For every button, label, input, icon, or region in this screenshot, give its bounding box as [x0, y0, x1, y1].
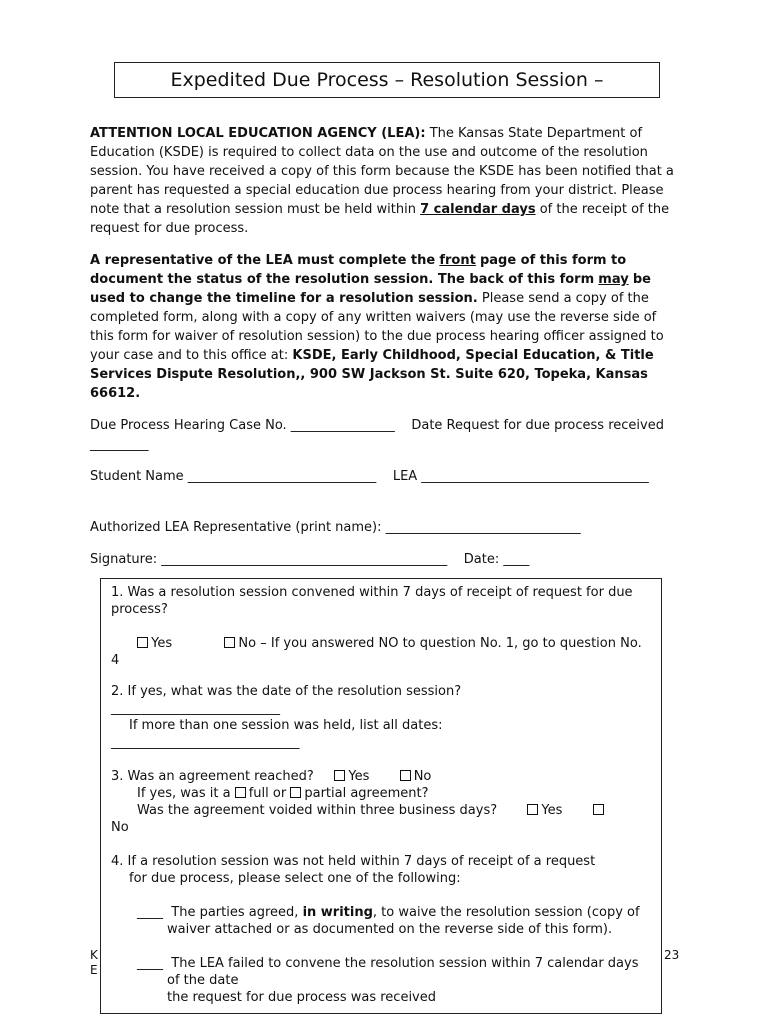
q1-yes-checkbox[interactable]: [137, 637, 148, 648]
q3-yes-label: Yes: [348, 769, 370, 784]
instructions-text: Please send a copy of the completed form, along with a copy of any written waivers (may use the reverse side of this form for waiver of resolution session) to the due process hearing officer assigned to your case and to this office at:: [90, 291, 664, 363]
form-title: Expedited Due Process – Resolution Session –: [114, 62, 660, 98]
student-name-field[interactable]: Student Name _____________________________: [90, 469, 377, 484]
case-number-field[interactable]: Due Process Hearing Case No. ________________: [90, 418, 395, 433]
q3-voided: [111, 802, 651, 819]
question-3: [111, 768, 651, 785]
date-field[interactable]: Date: ____: [463, 552, 530, 567]
representative-line[interactable]: Authorized LEA Representative (print name): ______________________________: [90, 520, 581, 535]
q3-no-checkbox[interactable]: [400, 770, 411, 781]
q3-partial-lead: If yes, was it a: [137, 786, 231, 801]
q3-full-checkbox[interactable]: [235, 787, 246, 798]
attention-lead: ATTENTION LOCAL EDUCATION AGENCY (LEA):: [90, 126, 426, 141]
question-4: 4. If a resolution session was not held within 7 days of receipt of a request: [111, 854, 596, 869]
instructions-paragraph: [90, 251, 682, 403]
instructions-bold-2: page of this form to document the status of the resolution session. The back of this form: [90, 253, 627, 287]
q4-option-1-text-end: , to waive the resolution session (copy of waiver attached or as documented on the reverse side of this form).: [167, 905, 640, 937]
front-word: front: [439, 253, 476, 268]
question-1: 1. Was a resolution session convened within 7 days of receipt of request for due process?: [111, 585, 633, 617]
q2-multiple-sessions: If more than one session was held, list all dates:: [129, 718, 443, 733]
q3-partial-checkbox[interactable]: [290, 787, 301, 798]
lea-field[interactable]: LEA ___________________________________: [392, 469, 649, 484]
q4-option-2-text: The LEA failed to convene the resolution session within 7 calendar days of the date: [167, 956, 639, 988]
q3-voided-yes-label: Yes: [541, 803, 563, 818]
footer-left-text: K E: [90, 948, 98, 977]
in-writing-text: in writing: [302, 905, 373, 920]
q4-option-2-blank[interactable]: ____: [137, 956, 163, 971]
q3-no-label: No: [413, 769, 432, 784]
question-4-cont: for due process, please select one of the following:: [129, 871, 461, 886]
q2-dates-blank[interactable]: _____________________________: [111, 735, 300, 750]
q3-voided-no-label: No: [111, 820, 129, 835]
q3-agreement-type: [111, 785, 651, 802]
may-word: may: [598, 272, 629, 287]
q3-text: 3. Was an agreement reached?: [111, 769, 314, 784]
deadline-text: 7 calendar days: [420, 202, 536, 217]
intro-text-end: of the receipt of the request for due process.: [90, 202, 670, 236]
q3-voided-yes-checkbox[interactable]: [527, 804, 538, 815]
q4-option-1-blank[interactable]: ____: [137, 905, 163, 920]
question-2: 2. If yes, what was the date of the resolution session?: [111, 684, 462, 699]
mailing-address: KSDE, Early Childhood, Special Education, & Title Services Dispute Resolution,, 900 SW Jackson St. Suite 620, Topeka, Kansas 66612.: [90, 348, 654, 401]
signature-field[interactable]: Signature: ____________________________________________: [90, 552, 448, 567]
signature-line: [90, 550, 682, 569]
instructions-bold-1: A representative of the LEA must complete the: [90, 253, 436, 268]
question-1-options: [111, 635, 651, 669]
q3-voided-no-checkbox[interactable]: [593, 804, 604, 815]
q1-no-label: No – If you answered NO to question No. 1, go to question No. 4: [111, 636, 642, 668]
q1-yes-label: Yes: [151, 636, 173, 651]
student-line: [90, 467, 682, 486]
q3-partial-label: partial agreement?: [304, 786, 429, 801]
date-request-field[interactable]: Date Request for due process received _________: [90, 418, 664, 452]
q4-option-failed: [111, 955, 651, 989]
questions-box: [100, 578, 662, 1014]
q4-option-2-cont: the request for due process was received: [167, 990, 436, 1005]
q1-no-checkbox[interactable]: [224, 637, 235, 648]
intro-paragraph: [90, 124, 682, 238]
q4-option-1-text: The parties agreed,: [171, 905, 299, 920]
instructions-bold-3: be used to change the timeline for a resolution session.: [90, 272, 651, 306]
intro-text: The Kansas State Department of Education (KSDE) is required to collect data on the use and outcome of the resolution session. You have received a copy of this form because the KSDE has been notified that a parent has requested a special education due process hearing from your district. Please note that a resolution session must be held within: [90, 126, 674, 217]
q2-date-blank[interactable]: __________________________: [111, 701, 280, 716]
footer-right-text: 23: [664, 948, 680, 962]
q3-full-label: full or: [248, 786, 287, 801]
q4-option-waived: [111, 904, 651, 938]
q3-yes-checkbox[interactable]: [334, 770, 345, 781]
case-number-line: [90, 416, 682, 454]
q3-voided-text: Was the agreement voided within three business days?: [137, 803, 498, 818]
